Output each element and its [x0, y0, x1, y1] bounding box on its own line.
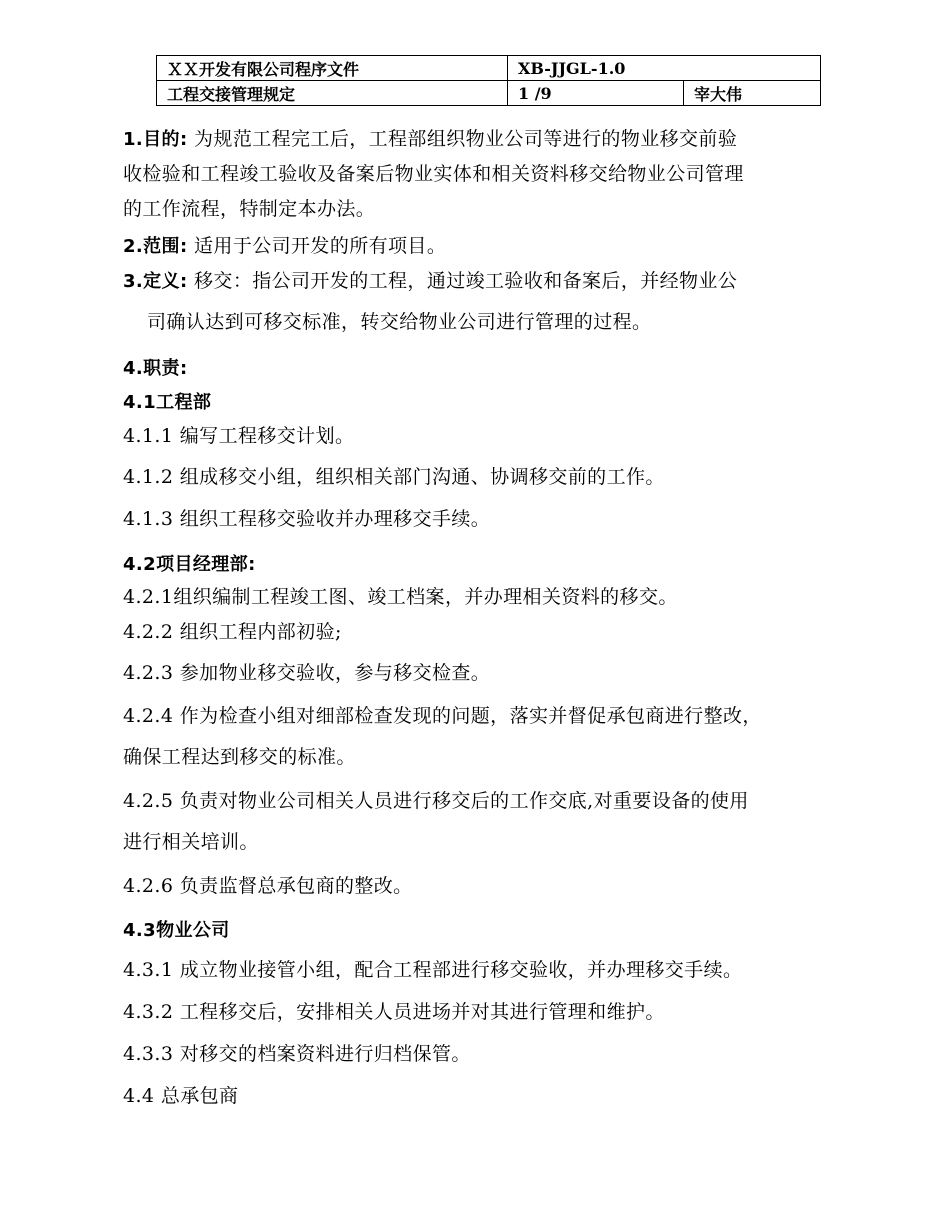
project-mgmt-item-1: 4.2.1组织编制工程竣工图、竣工档案，并办理相关资料的移交。 — [123, 586, 678, 608]
document-title: ＸＸ开发有限公司程序文件 — [157, 56, 508, 81]
document-author: 宰大伟 — [684, 81, 821, 106]
page-number: 1 /9 — [508, 81, 684, 106]
scope-label: 2.范围: — [123, 236, 188, 257]
property-item-3: 4.3.3 对移交的档案资料进行归档保管。 — [123, 1043, 471, 1065]
contractor-heading: 4.4 总承包商 — [123, 1085, 239, 1107]
engineering-item-1: 4.1.1 编写工程移交计划。 — [123, 425, 355, 447]
duties-heading: 4.职责: — [123, 358, 188, 379]
project-mgmt-item-5: 4.2.5 负责对物业公司相关人员进行移交后的工作交底,对重要设备的使用 — [123, 790, 749, 812]
definition-text-2: 司确认达到可移交标准，转交给物业公司进行管理的过程。 — [147, 311, 652, 333]
definition-label: 3.定义: — [123, 271, 188, 292]
scope-line — [123, 231, 446, 258]
project-mgmt-item-6: 4.2.6 负责监督总承包商的整改。 — [123, 875, 413, 897]
purpose-text-1: 为规范工程完工后，工程部组织物业公司等进行的物业移交前验 — [194, 128, 738, 150]
purpose-label: 1.目的: — [123, 129, 188, 150]
purpose-line-1 — [123, 124, 737, 151]
engineering-heading: 4.1工程部 — [123, 392, 212, 413]
project-mgmt-item-5-cont: 进行相关培训。 — [123, 831, 259, 853]
engineering-item-2: 4.1.2 组成移交小组，组织相关部门沟通、协调移交前的工作。 — [123, 466, 665, 488]
project-mgmt-item-4-cont: 确保工程达到移交的标准。 — [123, 746, 356, 768]
project-mgmt-item-2: 4.2.2 组织工程内部初验; — [123, 621, 342, 643]
definition-text-1: 移交：指公司开发的工程，通过竣工验收和备案后，并经物业公 — [194, 270, 738, 292]
engineering-item-3: 4.1.3 组织工程移交验收并办理移交手续。 — [123, 508, 491, 530]
document-code: XB-JJGL-1.0 — [508, 56, 821, 81]
property-item-2: 4.3.2 工程移交后，安排相关人员进场并对其进行管理和维护。 — [123, 1001, 665, 1023]
purpose-text-2: 收检验和工程竣工验收及备案后物业实体和相关资料移交给物业公司管理 — [123, 163, 744, 185]
document-subject: 工程交接管理规定 — [157, 81, 508, 106]
project-mgmt-heading: 4.2项目经理部: — [123, 554, 256, 575]
scope-text: 适用于公司开发的所有项目。 — [194, 235, 447, 257]
definition-line-1 — [123, 266, 737, 293]
property-item-1: 4.3.1 成立物业接管小组，配合工程部进行移交验收，并办理移交手续。 — [123, 959, 743, 981]
document-header-table — [156, 55, 821, 106]
project-mgmt-item-3: 4.2.3 参加物业移交验收，参与移交检查。 — [123, 662, 491, 684]
property-heading: 4.3物业公司 — [123, 920, 230, 941]
project-mgmt-item-4: 4.2.4 作为检查小组对细部检查发现的问题，落实并督促承包商进行整改， — [123, 705, 762, 727]
purpose-text-3: 的工作流程，特制定本办法。 — [123, 198, 376, 220]
